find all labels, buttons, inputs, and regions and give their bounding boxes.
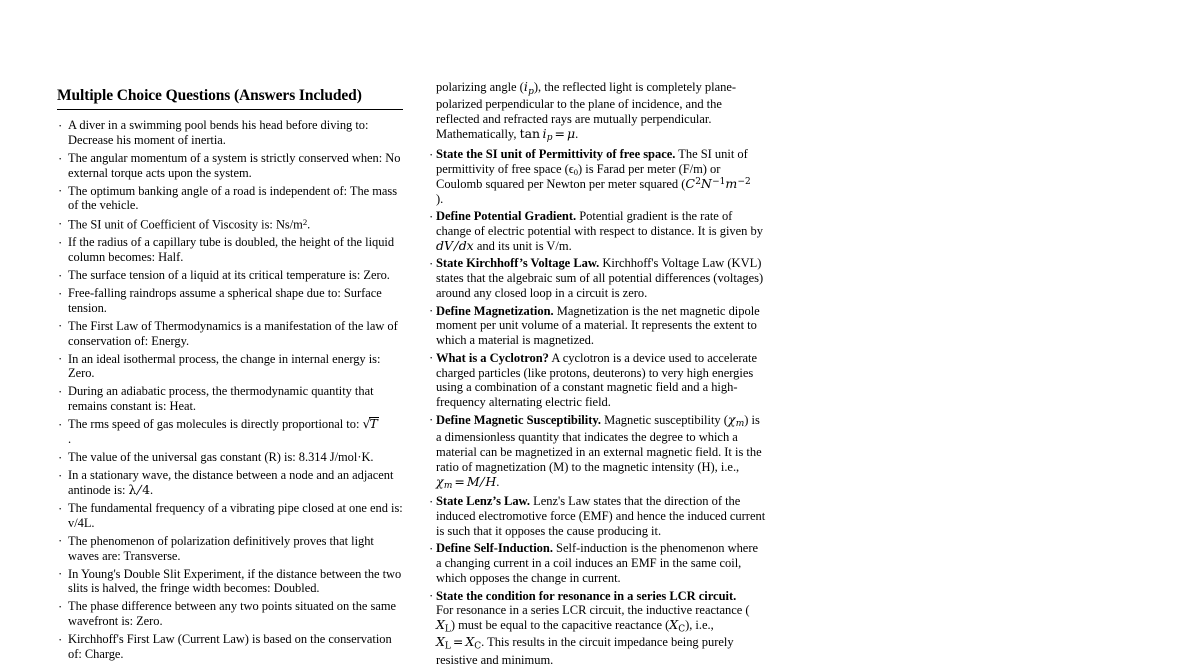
paragraph-text-2: ), the reflected light is completely plane-polarized perpendicular to the plane of incidence, and the reflected and refracted rays are mutually perpendicular. Mathematically, — [436, 80, 737, 141]
list-item: · The phase difference between any two points situated on the same wavefront is: Zero. — [57, 599, 404, 628]
right-column — [429, 79, 766, 667]
list-item — [429, 147, 766, 207]
answer-text: A cyclotron is a device used to accelerate charged particles (like protons, deuterons) to very high energies using a combination of a constant magnetic field and a high-frequency alternating electric field. — [436, 350, 757, 410]
answer-text-end: . — [496, 474, 500, 489]
superscript-two: 2 — [302, 216, 308, 227]
answer-text-4: . This results in the circuit impedance being purely — [481, 635, 734, 650]
subscript-zero: 0 — [573, 166, 578, 177]
equals-sign: = — [454, 473, 465, 489]
question-lead: What is a Cyclotron? — [436, 350, 549, 365]
susceptibility-formula — [436, 473, 497, 492]
subscript-c: C — [678, 624, 686, 635]
question-lead: Define Potential Gradient. — [436, 209, 577, 224]
list-item: · The angular momentum of a system is strictly conserved when: No external torque acts upon the system. — [57, 151, 404, 180]
epsilon-symbol: ϵ — [568, 162, 574, 177]
list-item-text: The SI unit of Coefficient of Viscosity is: Ns/m — [68, 217, 303, 232]
left-column — [57, 87, 404, 661]
list-item: · The phenomenon of polarization definitively proves that light waves are: Transverse. — [57, 534, 404, 563]
subscript-p: p — [528, 86, 534, 97]
list-item — [429, 541, 766, 586]
list-item-text-end: . — [307, 217, 311, 232]
list-item — [429, 351, 766, 411]
exponent-two: 2 — [695, 177, 701, 188]
subscript-p: p — [546, 133, 553, 144]
answer-text-2: ) is a dimensionless quantity that indicates the degree to which a material can be magnetized in an external magnetic field. It is the ratio of magnetization (M) to the magnetic intensity (H), i.e., — [436, 412, 762, 474]
subscript-l: L — [444, 624, 451, 635]
list-item — [429, 304, 766, 349]
list-item: · In Young's Double Slit Experiment, if the distance between the two slits is halved, the fringe width becomes: Doubled. — [57, 567, 404, 596]
sqrt-formula — [362, 417, 378, 432]
list-item-text-end: . — [149, 483, 154, 498]
list-item: · The First Law of Thermodynamics is a manifestation of the law of conservation of: Energy. — [57, 319, 404, 348]
resonance-condition-formula — [436, 634, 482, 652]
list-item — [57, 217, 404, 232]
question-lead: State Lenz’s Law. — [436, 494, 530, 509]
list-item: · The surface tension of a liquid at its critical temperature is: Zero. — [57, 268, 404, 283]
denominator: 4 — [142, 482, 150, 498]
fraction-slash: / — [135, 482, 144, 498]
list-item — [429, 589, 766, 668]
answer-text-end: ). — [436, 191, 444, 206]
lambda-symbol: λ — [128, 482, 137, 498]
variable-x: X — [436, 634, 445, 650]
mu-symbol: μ — [567, 125, 576, 141]
list-item: · The value of the universal gas constant (R) is: 8.314 J/mol·K. — [57, 450, 404, 465]
chi-m-symbol — [727, 411, 745, 430]
question-lead: State the condition for resonance in a series LCR circuit. — [436, 588, 737, 603]
mcq-list — [57, 118, 404, 661]
list-item: · If the radius of a capillary tube is doubled, the height of the liquid column becomes: Half. — [57, 235, 404, 264]
subscript-m: m — [735, 419, 745, 430]
answer-text-2: ) is Farad per meter (F/m) or Coulomb squared per Newton per meter squared ( — [436, 162, 721, 192]
list-item: · The fundamental frequency of a vibrating pipe closed at one end is: v/4L. — [57, 501, 404, 530]
epsilon-naught-symbol — [569, 162, 578, 176]
inductive-reactance-symbol — [436, 617, 451, 635]
variable-m: M — [466, 473, 480, 489]
unit-meter: m — [725, 176, 738, 192]
radicand: T — [369, 416, 378, 432]
answer-text-clipped: resistive and minimum. — [436, 652, 554, 667]
unit-coulomb: C — [685, 176, 695, 192]
variable-i: i — [542, 125, 547, 141]
list-item: · The optimum banking angle of a road is independent of: The mass of the vehicle. — [57, 184, 404, 213]
page-title: Multiple Choice Questions (Answers Included) — [57, 87, 362, 104]
unit-newton: N — [700, 176, 712, 192]
capacitive-reactance-symbol — [669, 617, 686, 635]
equals-sign: = — [452, 634, 464, 650]
subscript-m: m — [443, 481, 453, 492]
variable-x: X — [669, 617, 679, 633]
radical-sign: √ — [362, 416, 371, 432]
answer-text: Magnetic susceptibility ( — [601, 412, 728, 427]
list-item — [429, 209, 766, 254]
polarizing-angle-symbol — [523, 79, 534, 97]
question-lead: State the SI unit of Permittivity of free space. — [436, 147, 676, 162]
qa-list — [429, 147, 766, 667]
answer-text-3: ), i.e., — [685, 618, 714, 633]
subscript-l: L — [444, 642, 451, 652]
paragraph-text: polarizing angle ( — [436, 80, 524, 94]
permittivity-unit-formula — [685, 176, 750, 191]
answer-text-2: and its unit is V/m. — [473, 239, 572, 254]
brewster-law-formula — [519, 125, 579, 144]
variable-x: X — [465, 634, 475, 650]
title-underline-rule — [57, 109, 403, 111]
list-item-text-end: . — [68, 432, 72, 447]
exponent-minus-two: −2 — [737, 177, 751, 188]
list-item — [429, 413, 766, 492]
answer-text: The SI unit of permittivity of free space ( — [436, 147, 748, 177]
question-lead: Define Self-Induction. — [436, 541, 553, 556]
tan-operator: tan — [519, 125, 541, 141]
question-lead: Define Magnetic Susceptibility. — [436, 412, 601, 427]
list-item: · Kirchhoff's First Law (Current Law) is based on the conservation of: Charge. — [57, 632, 404, 661]
exponent-minus-one: −1 — [712, 177, 726, 188]
list-item: · A diver in a swimming pool bends his head before diving to: Decrease his moment of inertia. — [57, 118, 404, 147]
chi-symbol: χ — [727, 411, 736, 427]
lambda-over-four-formula — [129, 482, 150, 497]
question-lead: State Kirchhoff’s Voltage Law. — [436, 256, 600, 271]
numerator-dv: dV — [436, 238, 453, 254]
list-item — [429, 494, 766, 539]
list-item: · Free-falling raindrops assume a spherical shape due to: Surface tension. — [57, 286, 404, 315]
answer-text: Potential gradient is the rate of change of electric potential with respect to distance. It is given by — [436, 209, 763, 239]
answer-text: Lenz's Law states that the direction of the induced electromotive force (EMF) and hence the induced current is such that it opposes the cause producing it. — [436, 494, 766, 539]
answer-text: Magnetization is the net magnetic dipole moment per unit volume of a material. It represents the extent to which a material is magnetized. — [436, 303, 760, 348]
question-lead: Define Magnetization. — [436, 303, 554, 318]
list-item-text: The rms speed of gas molecules is directly proportional to: — [68, 417, 363, 432]
answer-text: For resonance in a series LCR circuit, the inductive reactance ( — [436, 603, 750, 618]
potential-gradient-formula — [436, 238, 474, 253]
list-item: · During an adiabatic process, the thermodynamic quantity that remains constant is: Heat. — [57, 384, 404, 413]
list-item — [429, 256, 766, 301]
denominator-dx: dx — [458, 238, 474, 254]
list-item: · In an ideal isothermal process, the change in internal energy is: Zero. — [57, 352, 404, 381]
answer-text-2: ) must be equal to the capacitive reactance ( — [450, 618, 670, 633]
answer-text: Self-induction is the phenomenon where a changing current in a coil induces an EMF in the same coil, which opposes the change in current. — [436, 541, 759, 586]
list-item — [57, 468, 404, 497]
fraction-slash: / — [478, 473, 487, 489]
variable-i: i — [523, 79, 528, 94]
variable-h: H — [485, 473, 497, 489]
answer-text: Kirchhoff's Voltage Law (KVL) states that the algebraic sum of all potential differences (voltages) around any closed loop in a circuit is zero. — [436, 256, 764, 301]
list-item-text: In a stationary wave, the distance between a node and an adjacent antinode is: — [68, 468, 394, 498]
equals-sign: = — [554, 125, 566, 141]
chi-symbol: χ — [436, 473, 444, 489]
fraction-slash: / — [452, 238, 461, 254]
list-item — [57, 417, 404, 447]
paragraph-text-end: . — [575, 126, 579, 141]
continuation-paragraph — [429, 80, 766, 144]
subscript-c: C — [474, 642, 482, 652]
variable-x: X — [436, 617, 445, 633]
